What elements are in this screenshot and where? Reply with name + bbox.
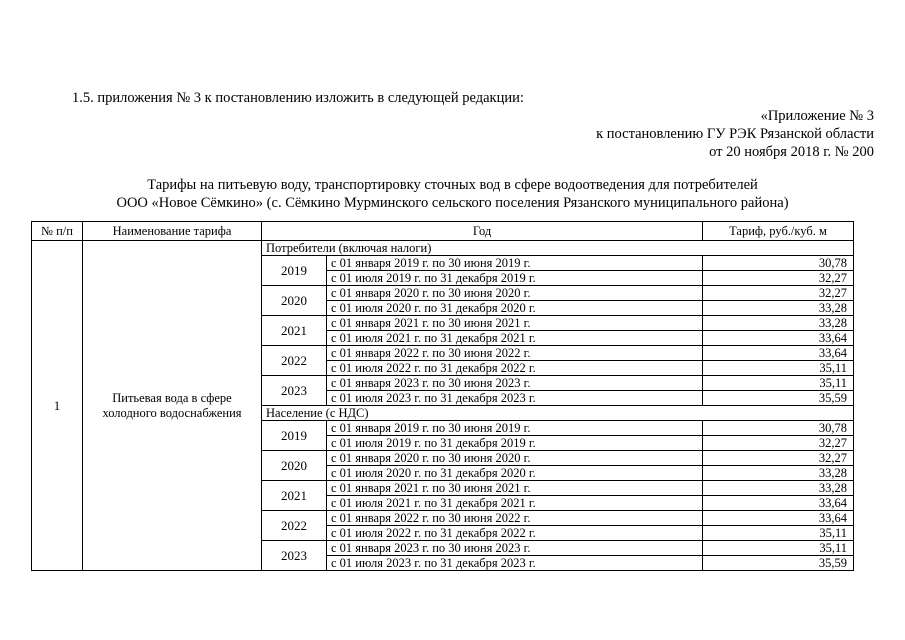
period-cell: с 01 января 2019 г. по 30 июня 2019 г. [327, 421, 703, 436]
period-cell: с 01 января 2021 г. по 30 июня 2021 г. [327, 481, 703, 496]
table-header-row [32, 222, 854, 241]
period-cell: с 01 июля 2023 г. по 31 декабря 2023 г. [327, 556, 703, 571]
period-cell: с 01 июля 2022 г. по 31 декабря 2022 г. [327, 361, 703, 376]
tariff-value-cell: 35,11 [703, 526, 854, 541]
period-cell: с 01 июля 2022 г. по 31 декабря 2022 г. [327, 526, 703, 541]
tariff-name-cell: Питьевая вода в сфере холодного водоснабжения [83, 241, 262, 571]
period-cell: с 01 января 2022 г. по 30 июня 2022 г. [327, 511, 703, 526]
row-number-cell: 1 [32, 241, 83, 571]
tariff-value-cell: 32,27 [703, 436, 854, 451]
tariff-value-cell: 33,28 [703, 301, 854, 316]
table-body [32, 241, 854, 571]
tariff-value-cell: 33,28 [703, 466, 854, 481]
tariff-value-cell: 32,27 [703, 451, 854, 466]
header-year: Год [262, 222, 703, 241]
tariff-value-cell: 32,27 [703, 271, 854, 286]
group-label: Потребители (включая налоги) [262, 241, 854, 256]
tariff-value-cell: 35,11 [703, 361, 854, 376]
period-cell: с 01 января 2022 г. по 30 июня 2022 г. [327, 346, 703, 361]
title-line-2: ООО «Новое Сёмкино» (с. Сёмкино Мурминского сельского поселения Рязанского муниципального района) [116, 195, 789, 211]
period-cell: с 01 июля 2019 г. по 31 декабря 2019 г. [327, 436, 703, 451]
intro-text: 1.5. приложения № 3 к постановлению изложить в следующей редакции: [72, 90, 524, 106]
appendix-line-2: к постановлению ГУ РЭК Рязанской области [596, 126, 874, 142]
tariff-value-cell: 30,78 [703, 256, 854, 271]
tariff-value-cell: 33,64 [703, 346, 854, 361]
tariff-value-cell: 33,64 [703, 331, 854, 346]
period-cell: с 01 января 2023 г. по 30 июня 2023 г. [327, 541, 703, 556]
header-tariff: Тариф, руб./куб. м [703, 222, 854, 241]
tariff-value-cell: 33,64 [703, 496, 854, 511]
year-cell: 2019 [262, 256, 327, 286]
year-cell: 2022 [262, 511, 327, 541]
period-cell: с 01 января 2020 г. по 30 июня 2020 г. [327, 286, 703, 301]
period-cell: с 01 января 2020 г. по 30 июня 2020 г. [327, 451, 703, 466]
group-label: Население (с НДС) [262, 406, 854, 421]
tariff-value-cell: 35,11 [703, 541, 854, 556]
year-cell: 2020 [262, 286, 327, 316]
tariff-value-cell: 35,11 [703, 376, 854, 391]
tariff-value-cell: 30,78 [703, 421, 854, 436]
year-cell: 2021 [262, 481, 327, 511]
tariff-value-cell: 35,59 [703, 391, 854, 406]
tariff-value-cell: 33,64 [703, 511, 854, 526]
appendix-line-1: «Приложение № 3 [760, 108, 874, 124]
period-cell: с 01 января 2023 г. по 30 июня 2023 г. [327, 376, 703, 391]
period-cell: с 01 июля 2023 г. по 31 декабря 2023 г. [327, 391, 703, 406]
period-cell: с 01 июля 2021 г. по 31 декабря 2021 г. [327, 331, 703, 346]
group-header-row [32, 241, 854, 256]
tariff-table [31, 221, 854, 571]
year-cell: 2022 [262, 346, 327, 376]
period-cell: с 01 июля 2021 г. по 31 декабря 2021 г. [327, 496, 703, 511]
appendix-line-3: от 20 ноября 2018 г. № 200 [709, 144, 874, 160]
header-number: № п/п [32, 222, 83, 241]
year-cell: 2019 [262, 421, 327, 451]
appendix-reference [596, 107, 874, 161]
period-cell: с 01 июля 2020 г. по 31 декабря 2020 г. [327, 466, 703, 481]
period-cell: с 01 января 2019 г. по 30 июня 2019 г. [327, 256, 703, 271]
period-cell: с 01 января 2021 г. по 30 июня 2021 г. [327, 316, 703, 331]
header-tariff-name: Наименование тарифа [83, 222, 262, 241]
year-cell: 2020 [262, 451, 327, 481]
year-cell: 2021 [262, 316, 327, 346]
document-title [0, 176, 905, 212]
tariff-value-cell: 33,28 [703, 316, 854, 331]
tariff-value-cell: 33,28 [703, 481, 854, 496]
period-cell: с 01 июля 2020 г. по 31 декабря 2020 г. [327, 301, 703, 316]
year-cell: 2023 [262, 541, 327, 571]
year-cell: 2023 [262, 376, 327, 406]
title-line-1: Тарифы на питьевую воду, транспортировку сточных вод в сфере водоотведения для потребителей [147, 177, 758, 193]
tariff-value-cell: 32,27 [703, 286, 854, 301]
period-cell: с 01 июля 2019 г. по 31 декабря 2019 г. [327, 271, 703, 286]
tariff-value-cell: 35,59 [703, 556, 854, 571]
